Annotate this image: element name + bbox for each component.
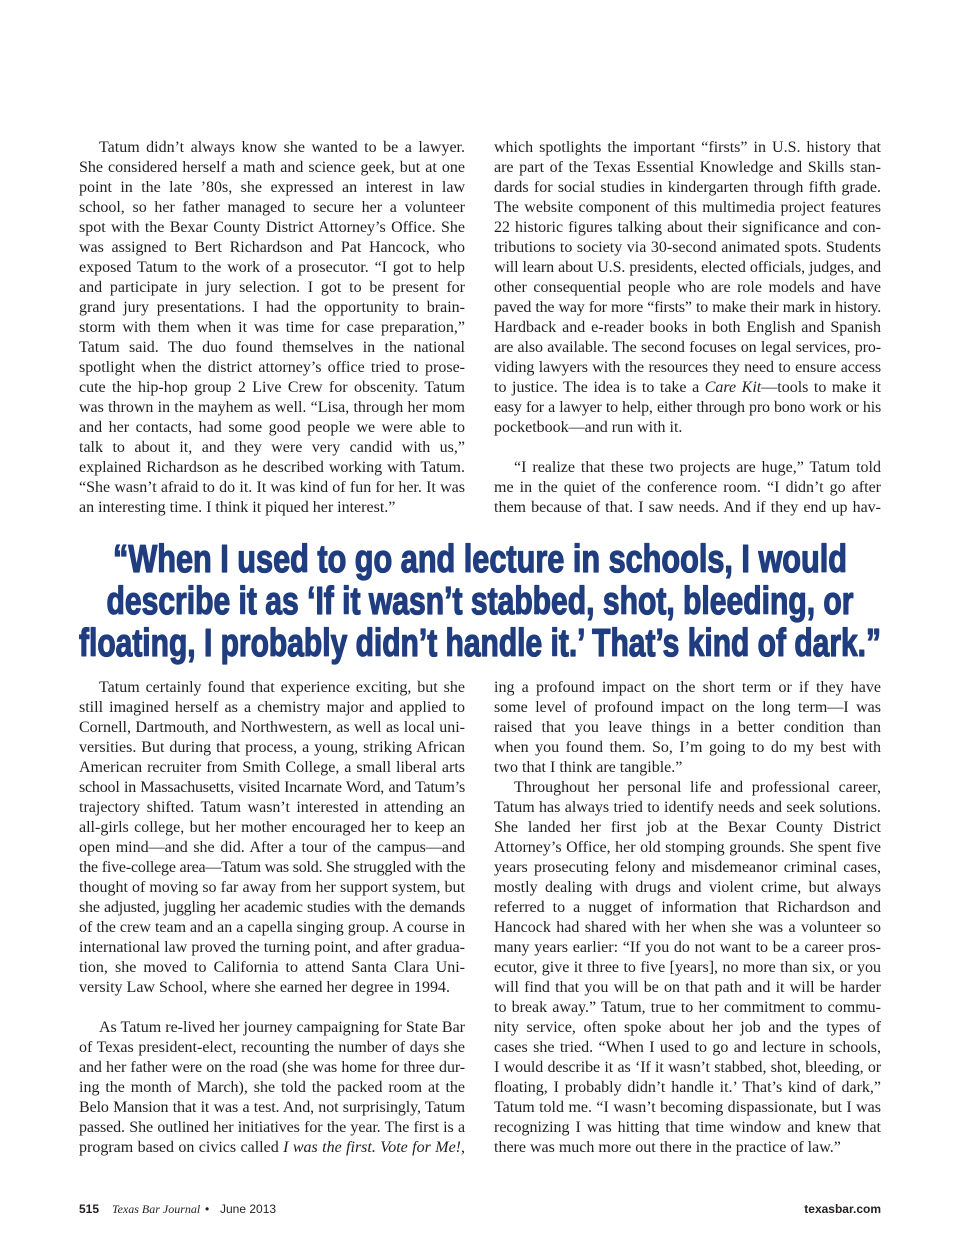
text-line: of Texas president-elect, recounting the number of days she <box>79 1039 465 1056</box>
page-footer <box>0 1201 960 1217</box>
italic-program-title: I was the first. Vote for Me! <box>283 1139 461 1156</box>
text-line: and her contacts, had some good people we were able to <box>79 419 465 436</box>
text-line: tributions to society via 30-second animated spots. Students <box>494 239 881 256</box>
text-line: are part of the Texas Essential Knowledge and Skills stan- <box>494 159 881 176</box>
text-line: the five-college area—Tatum was sold. She struggled with the <box>79 859 466 876</box>
text-line: trajectory shifted. Tatum wasn’t interested in attending an <box>79 799 465 816</box>
text-line: “She wasn’t afraid to do it. It was kind of fun for her. It was <box>79 479 465 496</box>
text-line: and participate in jury selection. I got to be present for <box>79 279 465 296</box>
text-line: was thrown in the mayhem as well. “Lisa, through her mom <box>79 399 465 416</box>
text-line: referred to a nugget of information that Richardson and <box>494 899 881 916</box>
text-line: two that I think are tangible.” <box>494 759 683 776</box>
text-line <box>79 1138 465 1158</box>
text-line: grand jury presentations. I had the opportunity to brain- <box>79 299 465 316</box>
text-line: easy for a lawyer to help, either through pro bono work or his <box>494 399 881 416</box>
text-line: an interesting time. I think it piqued her interest.” <box>79 499 396 516</box>
text-line: spotlight when the district attorney’s office tried to prose- <box>79 359 465 376</box>
text-line: which spotlights the important “firsts” in U.S. history that <box>494 139 881 156</box>
issue-date: June 2013 <box>220 1202 277 1216</box>
separator-bullet: • <box>205 1202 210 1216</box>
text-line: them because of that. I saw needs. And if they end up hav- <box>494 499 881 516</box>
text-line: talk to about it, and they were very candid with us,” <box>79 439 465 456</box>
text-line: I would describe it as ‘If it wasn’t stabbed, shot, bleeding, or <box>494 1059 881 1076</box>
text-line: mostly dealing with drugs and violent crime, but always <box>494 879 881 896</box>
text-line: explained Richardson as he described working with Tatum. <box>79 459 465 476</box>
text-line: ing a profound impact on the short term or if they have <box>494 679 881 696</box>
text-line: to break away.” Tatum, true to her commitment to commu- <box>494 999 881 1016</box>
text-line: will find that you will be on that path and it will be harder <box>494 979 881 996</box>
text-line: tion, she moved to California to attend Santa Clara Uni- <box>79 959 465 976</box>
text-line: of the crew team and an a capella singing group. A course in <box>79 919 466 936</box>
text-line: Attorney’s Office, her old stomping grounds. She spent five <box>494 839 881 856</box>
text-line: international law proved the turning point, and after gradua- <box>79 939 465 956</box>
text-line: many years earlier: “If you do not want to be a career pros- <box>494 939 881 956</box>
text-line: was assigned to Bert Richardson and Pat Hancock, who <box>79 239 465 256</box>
text-line: ing the month of March), she told the packed room at the <box>79 1079 465 1096</box>
text-line: ecutor, give it three to five [years], no more than six, or you <box>494 959 881 976</box>
text-line: open mind—and she did. After a tour of the campus—and <box>79 839 465 856</box>
text-line: when you found them. So, I’m going to do my best with <box>494 739 881 756</box>
text-segment: to justice. The idea is to take a <box>494 379 705 396</box>
text-line: recognizing I was hitting that time window and knew that <box>494 1119 881 1136</box>
text-line: me in the quiet of the conference room. “I didn’t go after <box>494 479 881 496</box>
text-segment: , <box>461 1139 465 1156</box>
text-line: will learn about U.S. presidents, elected officials, judges, and <box>494 259 881 276</box>
pull-quote-line: “When I used to go and lecture in schools, I would <box>113 538 847 581</box>
text-line: paved the way for more “firsts” to make their mark in history. <box>494 299 881 316</box>
text-line: spot with the Bexar County District Attorney’s Office. She <box>79 219 465 236</box>
text-line: American recruiter from Smith College, a small liberal arts <box>79 759 465 776</box>
text-line: She landed her first job at the Bexar County District <box>494 819 881 836</box>
article-column-top-right <box>494 138 881 518</box>
text-line: nity service, often spoke about her job and the types of <box>494 1019 881 1036</box>
text-line: storm with them when it was time for case preparation,” <box>79 319 465 336</box>
article-column-bottom-left <box>79 678 465 1158</box>
text-line: raised that you leave things in a better condition than <box>494 719 881 736</box>
text-line: are also available. The second focuses on legal services, pro- <box>494 339 881 356</box>
article-column-top-left <box>79 138 465 518</box>
text-line: passed. She outlined her initiatives for the year. The first is a <box>79 1119 465 1136</box>
text-line: Hancock had shared with her when she was a volunteer so <box>494 919 881 936</box>
text-line: years prosecuting felony and misdemeanor criminal cases, <box>494 859 881 876</box>
text-line: dards for social studies in kindergarten through fifth grade. <box>494 179 881 196</box>
text-line: school, so her father managed to secure her a volunteer <box>79 199 465 216</box>
text-line: exposed Tatum to the work of a prosecutor. “I got to help <box>79 259 465 276</box>
text-line: point in the late ’80s, she expressed an interest in law <box>79 179 465 196</box>
page-number: 515 <box>79 1202 100 1216</box>
text-line: all-girls college, but her mother encouraged her to keep an <box>79 819 465 836</box>
text-line: Tatum didn’t always know she wanted to be a lawyer. <box>99 139 465 156</box>
text-line: floating, I probably didn’t handle it.’ That’s kind of dark,” <box>494 1079 881 1096</box>
text-line: Tatum told me. “I wasn’t becoming dispassionate, but I was <box>494 1099 881 1116</box>
text-line: 22 historic figures talking about their significance and con- <box>494 219 881 236</box>
text-line: thought of moving so far away from her support system, but <box>79 879 465 896</box>
text-line: Tatum said. The duo found themselves in the national <box>79 339 465 356</box>
text-line: some level of profound impact on the long term—I was <box>494 699 881 716</box>
text-line: cases she tried. “When I used to go and lecture in schools, <box>494 1039 881 1056</box>
text-line: pocketbook—and run with it. <box>494 419 683 436</box>
text-line: The website component of this multimedia project features <box>494 199 881 216</box>
text-line: Throughout her personal life and professional career, <box>514 779 881 796</box>
text-line: As Tatum re-lived her journey campaigning for State Bar <box>99 1019 465 1036</box>
text-line: other consequential people who are role models and have <box>494 279 881 296</box>
text-line: Hardback and e-reader books in both English and Spanish <box>494 319 881 336</box>
text-line: viding lawyers with the resources they need to ensure access <box>494 359 881 376</box>
text-segment: —tools to make it <box>761 379 882 396</box>
text-line: She considered herself a math and science geek, but at one <box>79 159 465 176</box>
publication-name: Texas Bar Journal <box>112 1202 201 1216</box>
text-line: she adjusted, juggling her academic studies with the demands <box>79 899 465 916</box>
text-line: still imagined herself as a chemistry major and applied to <box>79 699 465 716</box>
text-line: Tatum certainly found that experience exciting, but she <box>99 679 465 696</box>
website-url: texasbar.com <box>804 1202 881 1216</box>
text-line: cute the hip-hop group 2 Live Crew for obscenity. Tatum <box>79 379 465 396</box>
text-line: Cornell, Dartmouth, and Northwestern, as well as local uni- <box>79 719 465 736</box>
article-column-bottom-right <box>494 678 881 1158</box>
pull-quote-line: floating, I probably didn’t handle it.’ That’s kind of dark.” <box>79 622 881 665</box>
text-line: “I realize that these two projects are huge,” Tatum told <box>514 459 881 476</box>
text-line: Belo Mansion that it was a test. And, not surprisingly, Tatum <box>79 1099 465 1116</box>
text-line: and her father were on the road (she was home for three dur- <box>79 1059 465 1076</box>
text-line: there was much more out there in the practice of law.” <box>494 1139 841 1156</box>
text-segment: program based on civics called <box>79 1139 284 1156</box>
italic-program-title: Care Kit <box>704 379 762 396</box>
pull-quote-line: describe it as ‘If it wasn’t stabbed, shot, bleeding, or <box>106 580 854 623</box>
text-line: school in Massachusetts, visited Incarnate Word, and Tatum’s <box>79 779 465 796</box>
text-line <box>494 378 881 398</box>
pull-quote <box>0 528 960 670</box>
text-line: versity Law School, where she earned her degree in 1994. <box>79 979 450 996</box>
text-line: Tatum has always tried to identify needs and seek solutions. <box>494 799 881 816</box>
text-line: versities. But during that process, a young, striking African <box>79 739 465 756</box>
